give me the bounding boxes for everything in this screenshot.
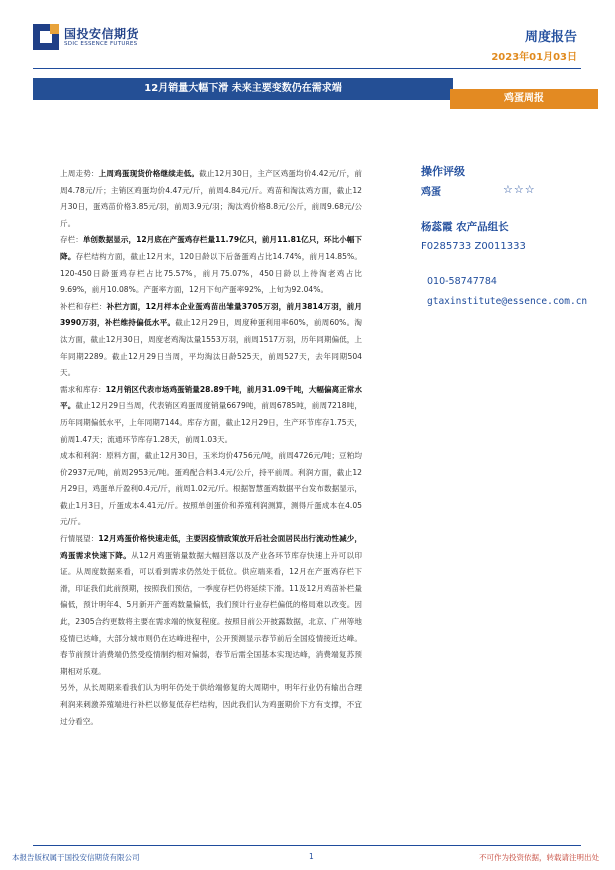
report-title: 12月销量大幅下滑 未来主要变数仍在需求端 [33, 78, 453, 100]
contact-phone: 010-58747784 [427, 276, 497, 287]
footer-divider [33, 845, 581, 846]
report-date: 2023年01月03日 [491, 52, 577, 63]
paragraph-last-week: 上周走势：上周鸡蛋现货价格继续走低。截止12月30日，主产区鸡蛋均价4.42元/斤，前周4.78元/斤；主销区鸡蛋均价4.47元/斤，前周4.84元/斤。鸡苗和淘汰鸡方面，截止12月30日，蛋鸡苗价格3.85元/羽，前周3.9元/羽；淘汰鸡价格8.8元/公斤，前周9.68元/公斤。 [60, 169, 363, 228]
paragraph-demand: 需求和库存：12月销区代表市场鸡蛋销量28.89千吨，前月31.09千吨，大幅偏离正常水平。截止12月29日当周，代表销区鸡蛋周度销量6679吨，前周6785吨，前周7218吨，历年同期偏低水平，上年同期7144。库存方面，截止12月29日，生产环节库存1.75天，前周1.47天；流通环节库存1.28天，前周1.03天。 [60, 384, 363, 444]
paragraph-long-term: 另外，从长周期来看我们认为明年仍处于供给端修复的大周期中，明年行业仍有输出合理利润来刺激养殖端进行补栏以修复低存栏结构，因此我们认为鸡蛋期价下方有支撑，不宜过分看空。 [60, 683, 362, 726]
rating-stars-icon: ☆☆☆ [503, 183, 536, 196]
footer-disclaimer: 不可作为投资依据，转载请注明出处 [479, 853, 599, 862]
paragraph-inventory: 存栏：单创数据显示，12月底在产蛋鸡存栏量11.79亿只，前月11.81亿只，环比小幅下降。存栏结构方面，截止12月末，120日龄以下后备蛋鸡占比14.74%，前月14.85%。120-450日龄蛋鸡存栏占比75.57%，前月75.07%，450日龄以上待淘老鸡占比9.69%，前月10.08%。产蛋率方面，12月下旬产蛋率92%，上旬为92.04%。 [60, 235, 363, 295]
paragraph-outlook: 行情展望：12月鸡蛋价格快速走低，主要因疫情政策放开后社会面居民出行流动性减少，鸡蛋需求快速下降。从12月鸡蛋销量数据大幅回落以及产业各环节库存快速上升可以印证。从周度数据来看，可以看到需求仍然处于低位。供应端来看，12月在产蛋鸡存栏下滑，印证我们此前预期，按照我们预估，一季度存栏仍将延续下滑。11及12月鸡苗补栏量偏低，预计明年4、5月新开产蛋鸡数量偏低，我们预计行业存栏偏低的格局难以改变。因此，2305合约更数将主要在需求端的恢复程度。按照目前公开披露数据，北京、广州等地疫情已达峰，大部分城市则仍在达峰进程中，公开预测显示春节前后全国疫情接近达峰。春节前预计消费端仍然受疫情制约相对偏弱，春节后需全国基本实现达峰，消费端复苏预期相对乐观。 [60, 534, 362, 676]
paragraph-cost-profit: 成本和利润：原料方面，截止12月30日，玉米均价4756元/吨，前周4726元/吨；豆粕均价2937元/吨，前周2953元/吨。蛋鸡配合料3.4元/公斤，持平前周。利润方面，截止12月29日，鸡蛋单斤盈利0.4元/斤，前周1.02元/斤。根据智慧蛋鸡数据平台发布数据显示，截止1月3日，斤蛋成本4.41元/斤。按照单创蛋价和养殖利润测算，测得斤蛋成本在4.05元/斤。 [60, 451, 363, 527]
section-tag: 鸡蛋周报 [450, 89, 598, 109]
logo-name-en: SDIC ESSENCE FUTURES [64, 41, 138, 47]
company-logo [33, 24, 183, 54]
footer-copyright: 本报告版权属于国投安信期货有限公司 [12, 853, 140, 862]
analyst-name: 杨蕊霞 农产品组长 [421, 221, 509, 233]
logo-mark-icon [33, 24, 59, 50]
logo-name-cn: 国投安信期货 [64, 27, 140, 41]
rating-label: 操作评级 [421, 165, 465, 178]
rating-item: 鸡蛋 [421, 187, 441, 198]
header-divider [33, 68, 581, 69]
contact-email[interactable]: gtaxinstitute@essence.com.cn [427, 296, 588, 307]
page-number: 1 [309, 852, 314, 861]
report-type: 周度报告 [524, 30, 577, 45]
paragraph-restock: 补栏和存栏：补栏方面，12月样本企业蛋鸡苗出雏量3705万羽，前月3814万羽，前月3990万羽，补栏维持偏低水平。截止12月29日，周度种蛋利用率60%，前周60%。淘汰方面，截止12月30日，周度老鸡淘汰量1553万羽，前周1517万羽，历年同期偏低，上年同期2289。截止12月29日当周，平均淘汰日龄525天，前周527天，去年同期504天。 [60, 301, 362, 378]
analyst-certificate: F0285733 Z0011333 [421, 241, 526, 252]
report-body [60, 166, 362, 730]
